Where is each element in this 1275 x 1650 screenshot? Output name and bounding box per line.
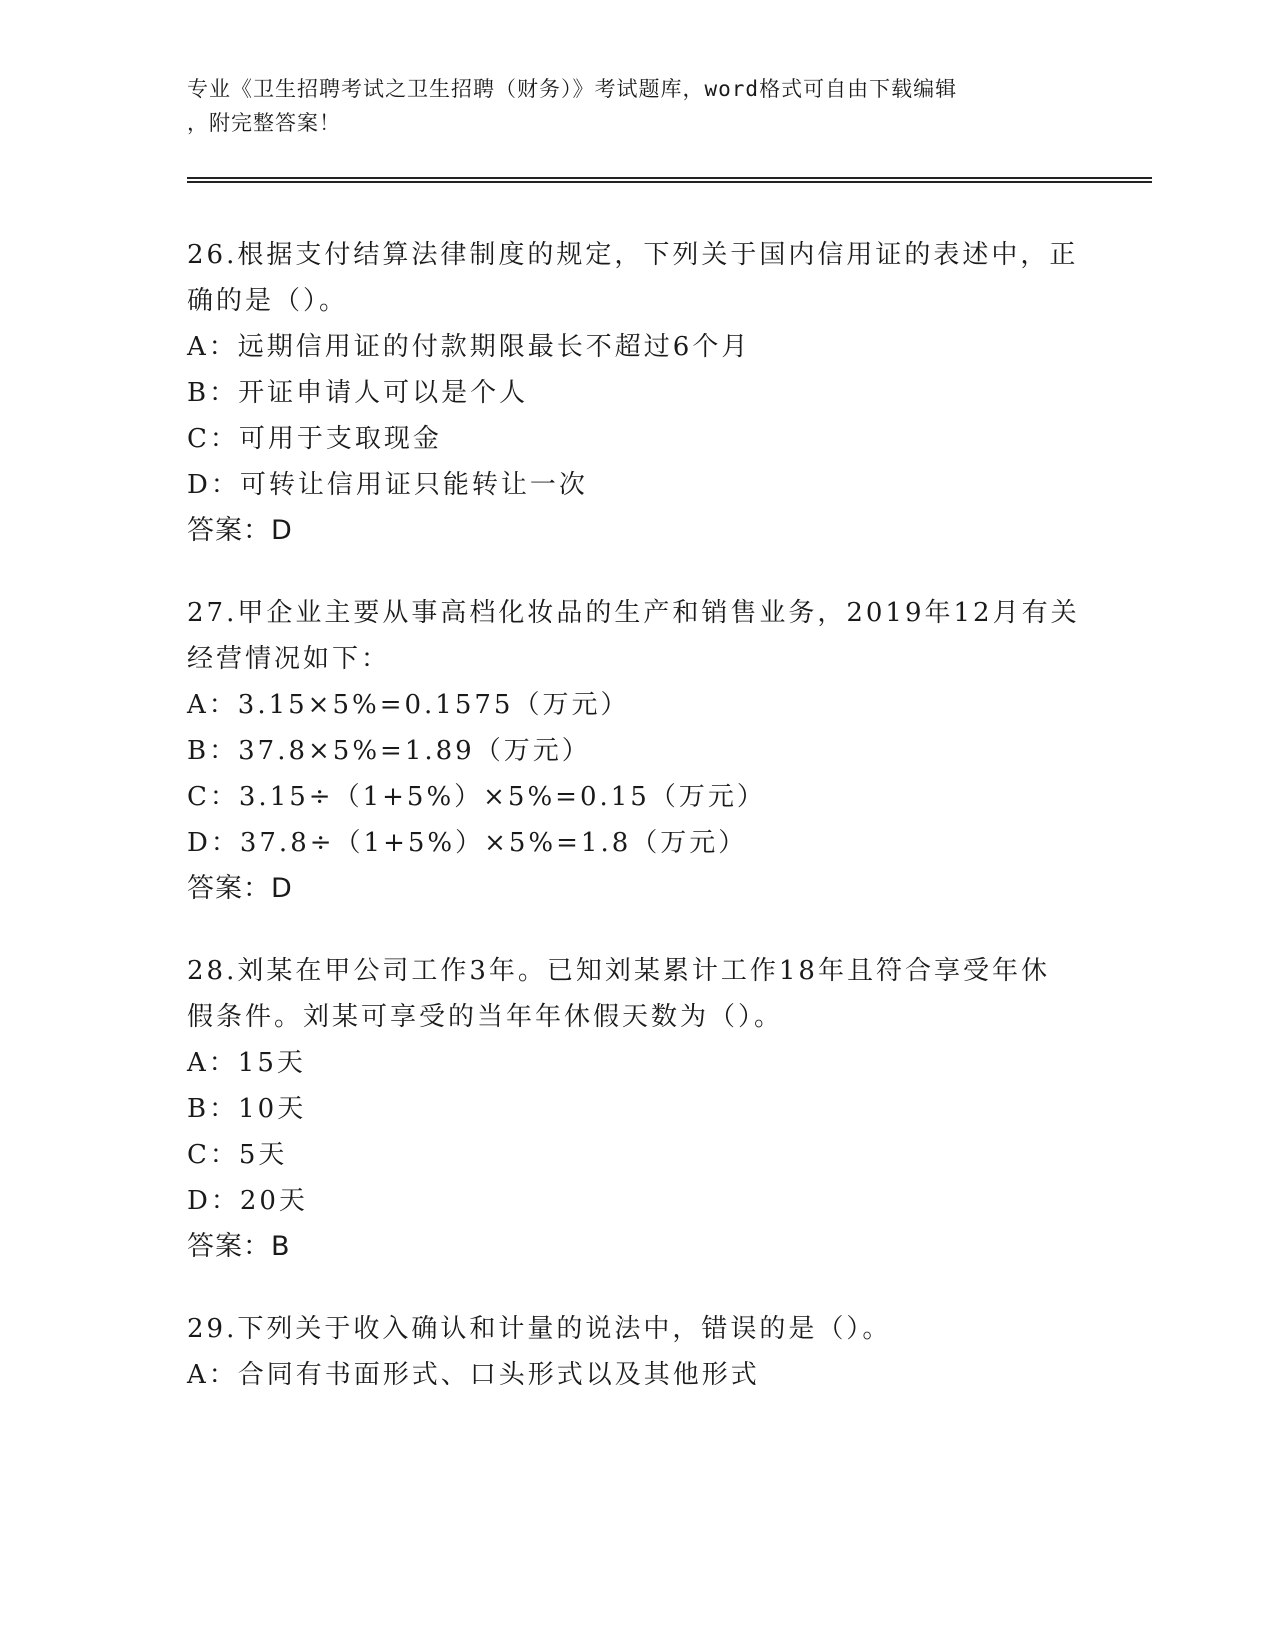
answer-label: 答案：D <box>187 515 293 546</box>
document-header <box>187 72 1077 140</box>
answer-label: 答案：B <box>187 1231 291 1262</box>
option-b: B：37.8×5%=1.89（万元） <box>187 736 591 766</box>
answer-label: 答案：D <box>187 873 293 904</box>
question-stem-cont: 确的是（）。 <box>187 286 349 316</box>
header-line-1: 专业《卫生招聘考试之卫生招聘（财务）》考试题库，word格式可自由下载编辑 <box>187 77 958 101</box>
option-b: B：10天 <box>187 1094 307 1124</box>
question-stem: 29.下列关于收入确认和计量的说法中，错误的是（）。 <box>187 1314 892 1344</box>
option-a: A：3.15×5%=0.1575（万元） <box>187 690 630 720</box>
option-a: A：远期信用证的付款期限最长不超过6个月 <box>187 332 751 362</box>
option-a: A：合同有书面形式、口头形式以及其他形式 <box>187 1360 760 1390</box>
option-b: B：开证申请人可以是个人 <box>187 378 529 408</box>
option-a: A：15天 <box>187 1048 306 1078</box>
question-stem-cont: 假条件。刘某可享受的当年年休假天数为（）。 <box>187 1002 784 1032</box>
header-line-2: ，附完整答案！ <box>187 111 341 135</box>
option-c: C：3.15÷（1+5%）×5%=0.15（万元） <box>187 782 766 812</box>
option-c: C：5天 <box>187 1140 288 1170</box>
option-d: D：20天 <box>187 1186 308 1216</box>
header-divider <box>187 177 1152 183</box>
question-stem: 26.根据支付结算法律制度的规定，下列关于国内信用证的表述中，正 <box>187 240 1079 270</box>
option-d: D：可转让信用证只能转让一次 <box>187 470 588 500</box>
question-stem-cont: 经营情况如下： <box>187 644 391 674</box>
question-29 <box>187 1306 1087 1398</box>
question-stem: 27.甲企业主要从事高档化妆品的生产和销售业务，2019年12月有关 <box>187 598 1080 628</box>
option-c: C：可用于支取现金 <box>187 424 442 454</box>
question-list <box>187 232 1087 1434</box>
question-stem: 28.刘某在甲公司工作3年。已知刘某累计工作18年且符合享受年休 <box>187 956 1050 986</box>
question-26 <box>187 232 1087 554</box>
question-27 <box>187 590 1087 912</box>
question-28 <box>187 948 1087 1270</box>
option-d: D：37.8÷（1+5%）×5%=1.8（万元） <box>187 828 748 858</box>
